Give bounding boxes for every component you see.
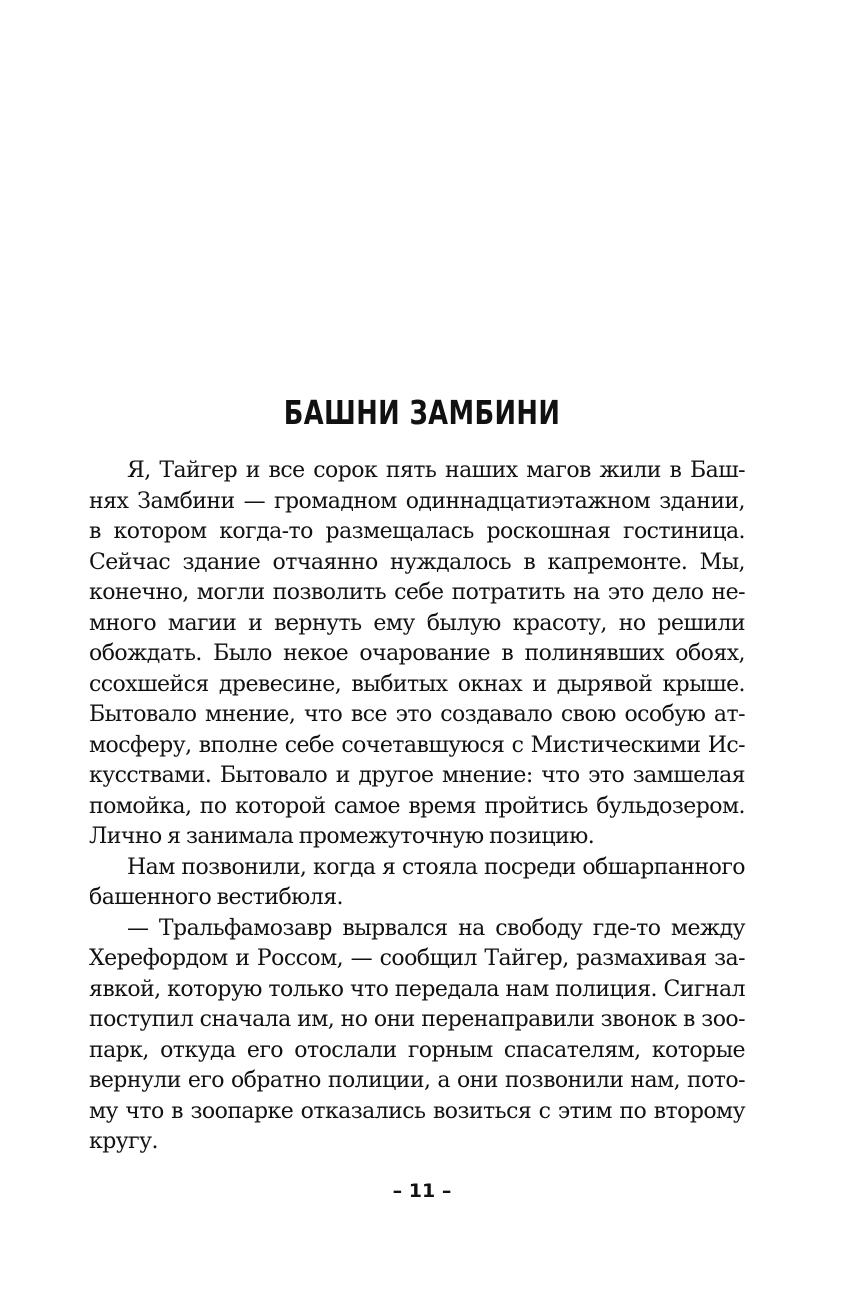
text-line: Бытовало мнение, что все это создавало свою особую ат- bbox=[89, 702, 745, 727]
text-line: обождать. Было некое очарование в полинявших обоях, bbox=[89, 641, 745, 666]
text-line: кругу. bbox=[89, 1129, 158, 1154]
text-line: парк, откуда его отослали горным спасателям, которые bbox=[89, 1037, 745, 1063]
text-line: Лично я занимала промежуточную позицию. bbox=[89, 824, 595, 849]
text-line: нях Замбини — громадном одиннадцатиэтажном здании, bbox=[89, 488, 745, 514]
text-line: Сейчас здание отчаянно нуждалось в капремонте. Мы, bbox=[89, 549, 745, 575]
text-line: башенного вестибюля. bbox=[89, 885, 343, 910]
body-text bbox=[89, 456, 745, 1158]
text-line: конечно, могли позволить себе потратить на это дело не- bbox=[89, 580, 745, 605]
text-line: явкой, которую только что передала нам полиция. Сигнал bbox=[89, 976, 745, 1002]
text-line: ссохшейся древесине, выбитых окнах и дырявой крыше. bbox=[89, 671, 745, 697]
text-line: поступил сначала им, но они перенаправили звонок в зоо- bbox=[89, 1007, 745, 1032]
text-line: кусствами. Бытовало и другое мнение: что это замшелая bbox=[89, 763, 745, 788]
text-line: в котором когда-то размещалась роскошная гостиница. bbox=[89, 519, 745, 544]
text-line: Нам позвонили, когда я стояла посреди обшарпанного bbox=[127, 854, 745, 880]
text-line: Я, Тайгер и все сорок пять наших магов жили в Баш- bbox=[127, 458, 745, 483]
text-line: — Тральфамозавр вырвался на свободу где-то между bbox=[127, 915, 745, 941]
page-number: – 11 – bbox=[392, 1180, 452, 1202]
text-line: помойка, по которой самое время пройтись бульдозером. bbox=[89, 793, 745, 819]
text-line: Херефордом и Россом, — сообщил Тайгер, размахивая за- bbox=[89, 946, 745, 971]
text-line: вернули его обратно полиции, а они позвонили нам, пото- bbox=[89, 1068, 745, 1093]
text-line: мосферу, вполне себе сочетавшуюся с Мистическими Ис- bbox=[89, 732, 745, 758]
chapter-title: БАШНИ ЗАМБИНИ bbox=[283, 393, 561, 432]
paragraph-3 bbox=[89, 914, 745, 1158]
text-line: много магии и вернуть ему былую красоту, но решили bbox=[89, 610, 745, 636]
text-line: му что в зоопарке отказались возиться с этим по второму bbox=[89, 1098, 745, 1124]
paragraph-1 bbox=[89, 456, 745, 853]
paragraph-2 bbox=[89, 853, 745, 914]
